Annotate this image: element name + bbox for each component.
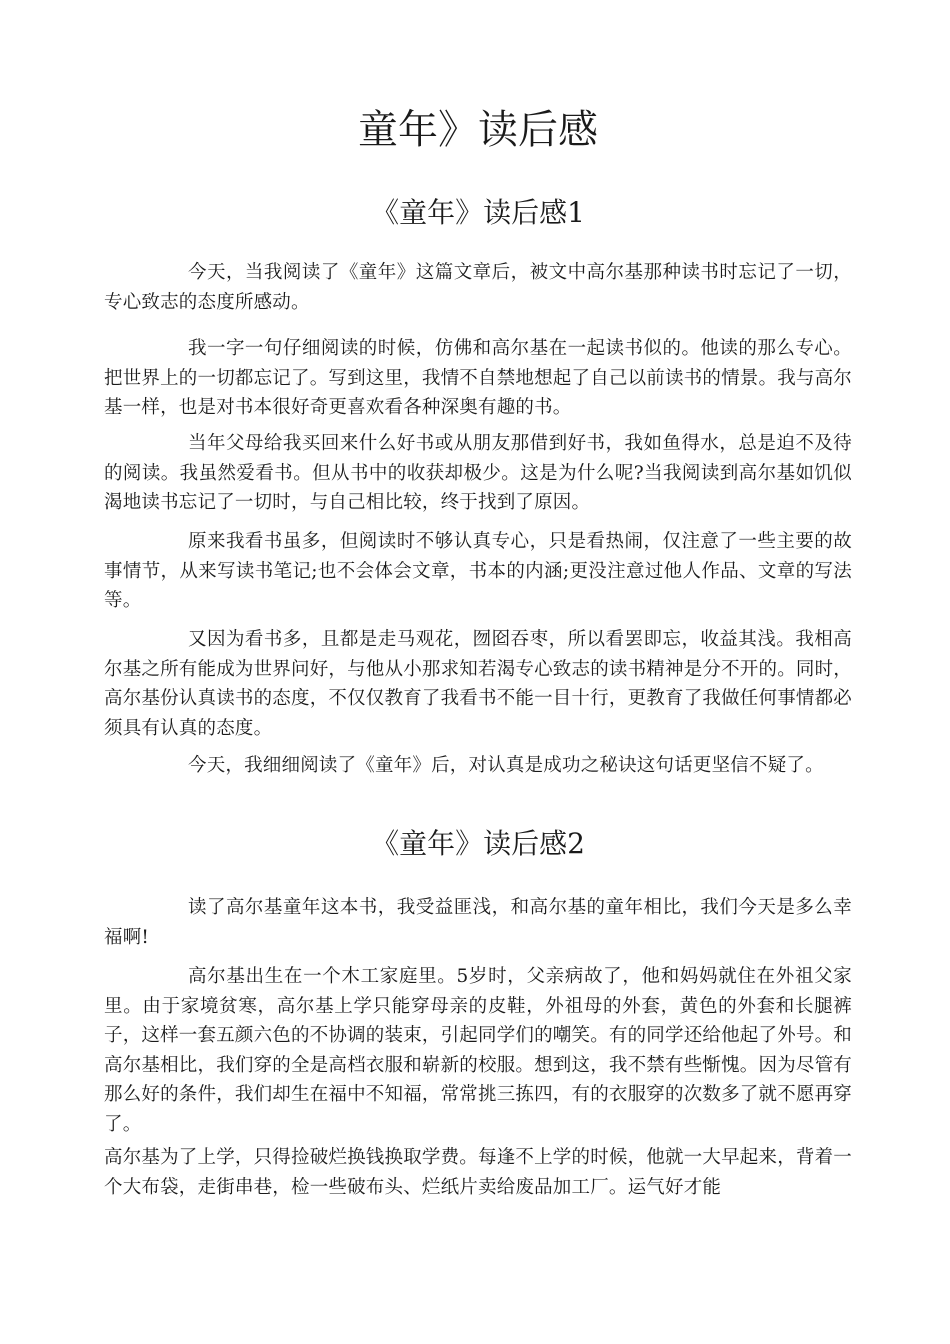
paragraph: 读了高尔基童年这本书，我受益匪浅，和高尔基的童年相比，我们今天是多么幸福啊! xyxy=(104,897,852,948)
paragraph: 高尔基出生在一个木工家庭里。5岁时，父亲病故了，他和妈妈就住在外祖父家里。由于家境贫寒，高尔基上学只能穿母亲的皮鞋，外祖母的外套，黄色的外套和长腿裤子，这样一套五颜六色的不协调的装束，引起同学们的嘲笑。有的同学还给他起了外号。和高尔基相比，我们穿的全是高档衣服和崭新的校服。想到这，我不禁有些惭愧。因为尽管有那么好的条件，我们却生在福中不知福，常常挑三拣四，有的衣服穿的次数多了就不愿再穿了。 xyxy=(104,966,853,1135)
paragraph: 今天，我细细阅读了《童年》后，对认真是成功之秘诀这句话更坚信不疑了。 xyxy=(188,755,824,776)
section-heading-1: 《童年》读后感1 xyxy=(371,196,585,229)
document-title: 童年》读后感 xyxy=(358,107,598,153)
section-heading-2: 《童年》读后感2 xyxy=(371,827,585,860)
paragraph: 当年父母给我买回来什么好书或从朋友那借到好书，我如鱼得水，总是迫不及待的阅读。我虽然爱看书。但从书中的收获却极少。这是为什么呢?当我阅读到高尔基如饥似渴地读书忘记了一切时，与自己相比较，终于找到了原因。 xyxy=(104,433,852,513)
paragraph: 高尔基为了上学，只得捡破烂换钱换取学费。每逢不上学的时候，他就一大早起来，背着一个大布袋，走街串巷，检一些破布头、烂纸片卖给废品加工厂。运气好才能 xyxy=(104,1147,853,1198)
paragraph: 原来我看书虽多，但阅读时不够认真专心，只是看热闹，仅注意了一些主要的故事情节，从来写读书笔记;也不会体会文章，书本的内涵;更没注意过他人作品、文章的写法等。 xyxy=(104,531,852,611)
paragraph: 又因为看书多，且都是走马观花，囫囵吞枣，所以看罢即忘，收益其浅。我相高尔基之所有能成为世界问好，与他从小那求知若渴专心致志的读书精神是分不开的。同时，高尔基份认真读书的态度，不仅仅教育了我看书不能一目十行，更教育了我做任何事情都必须具有认真的态度。 xyxy=(104,629,853,739)
paragraph: 我一字一句仔细阅读的时候，仿佛和高尔基在一起读书似的。他读的那么专心。把世界上的一切都忘记了。写到这里，我情不自禁地想起了自己以前读书的情景。我与高尔基一样，也是对书本很好奇更喜欢看各种深奥有趣的书。 xyxy=(104,338,853,418)
paragraph: 今天，当我阅读了《童年》这篇文章后，被文中高尔基那种读书时忘记了一切，专心致志的态度所感动。 xyxy=(104,262,852,313)
